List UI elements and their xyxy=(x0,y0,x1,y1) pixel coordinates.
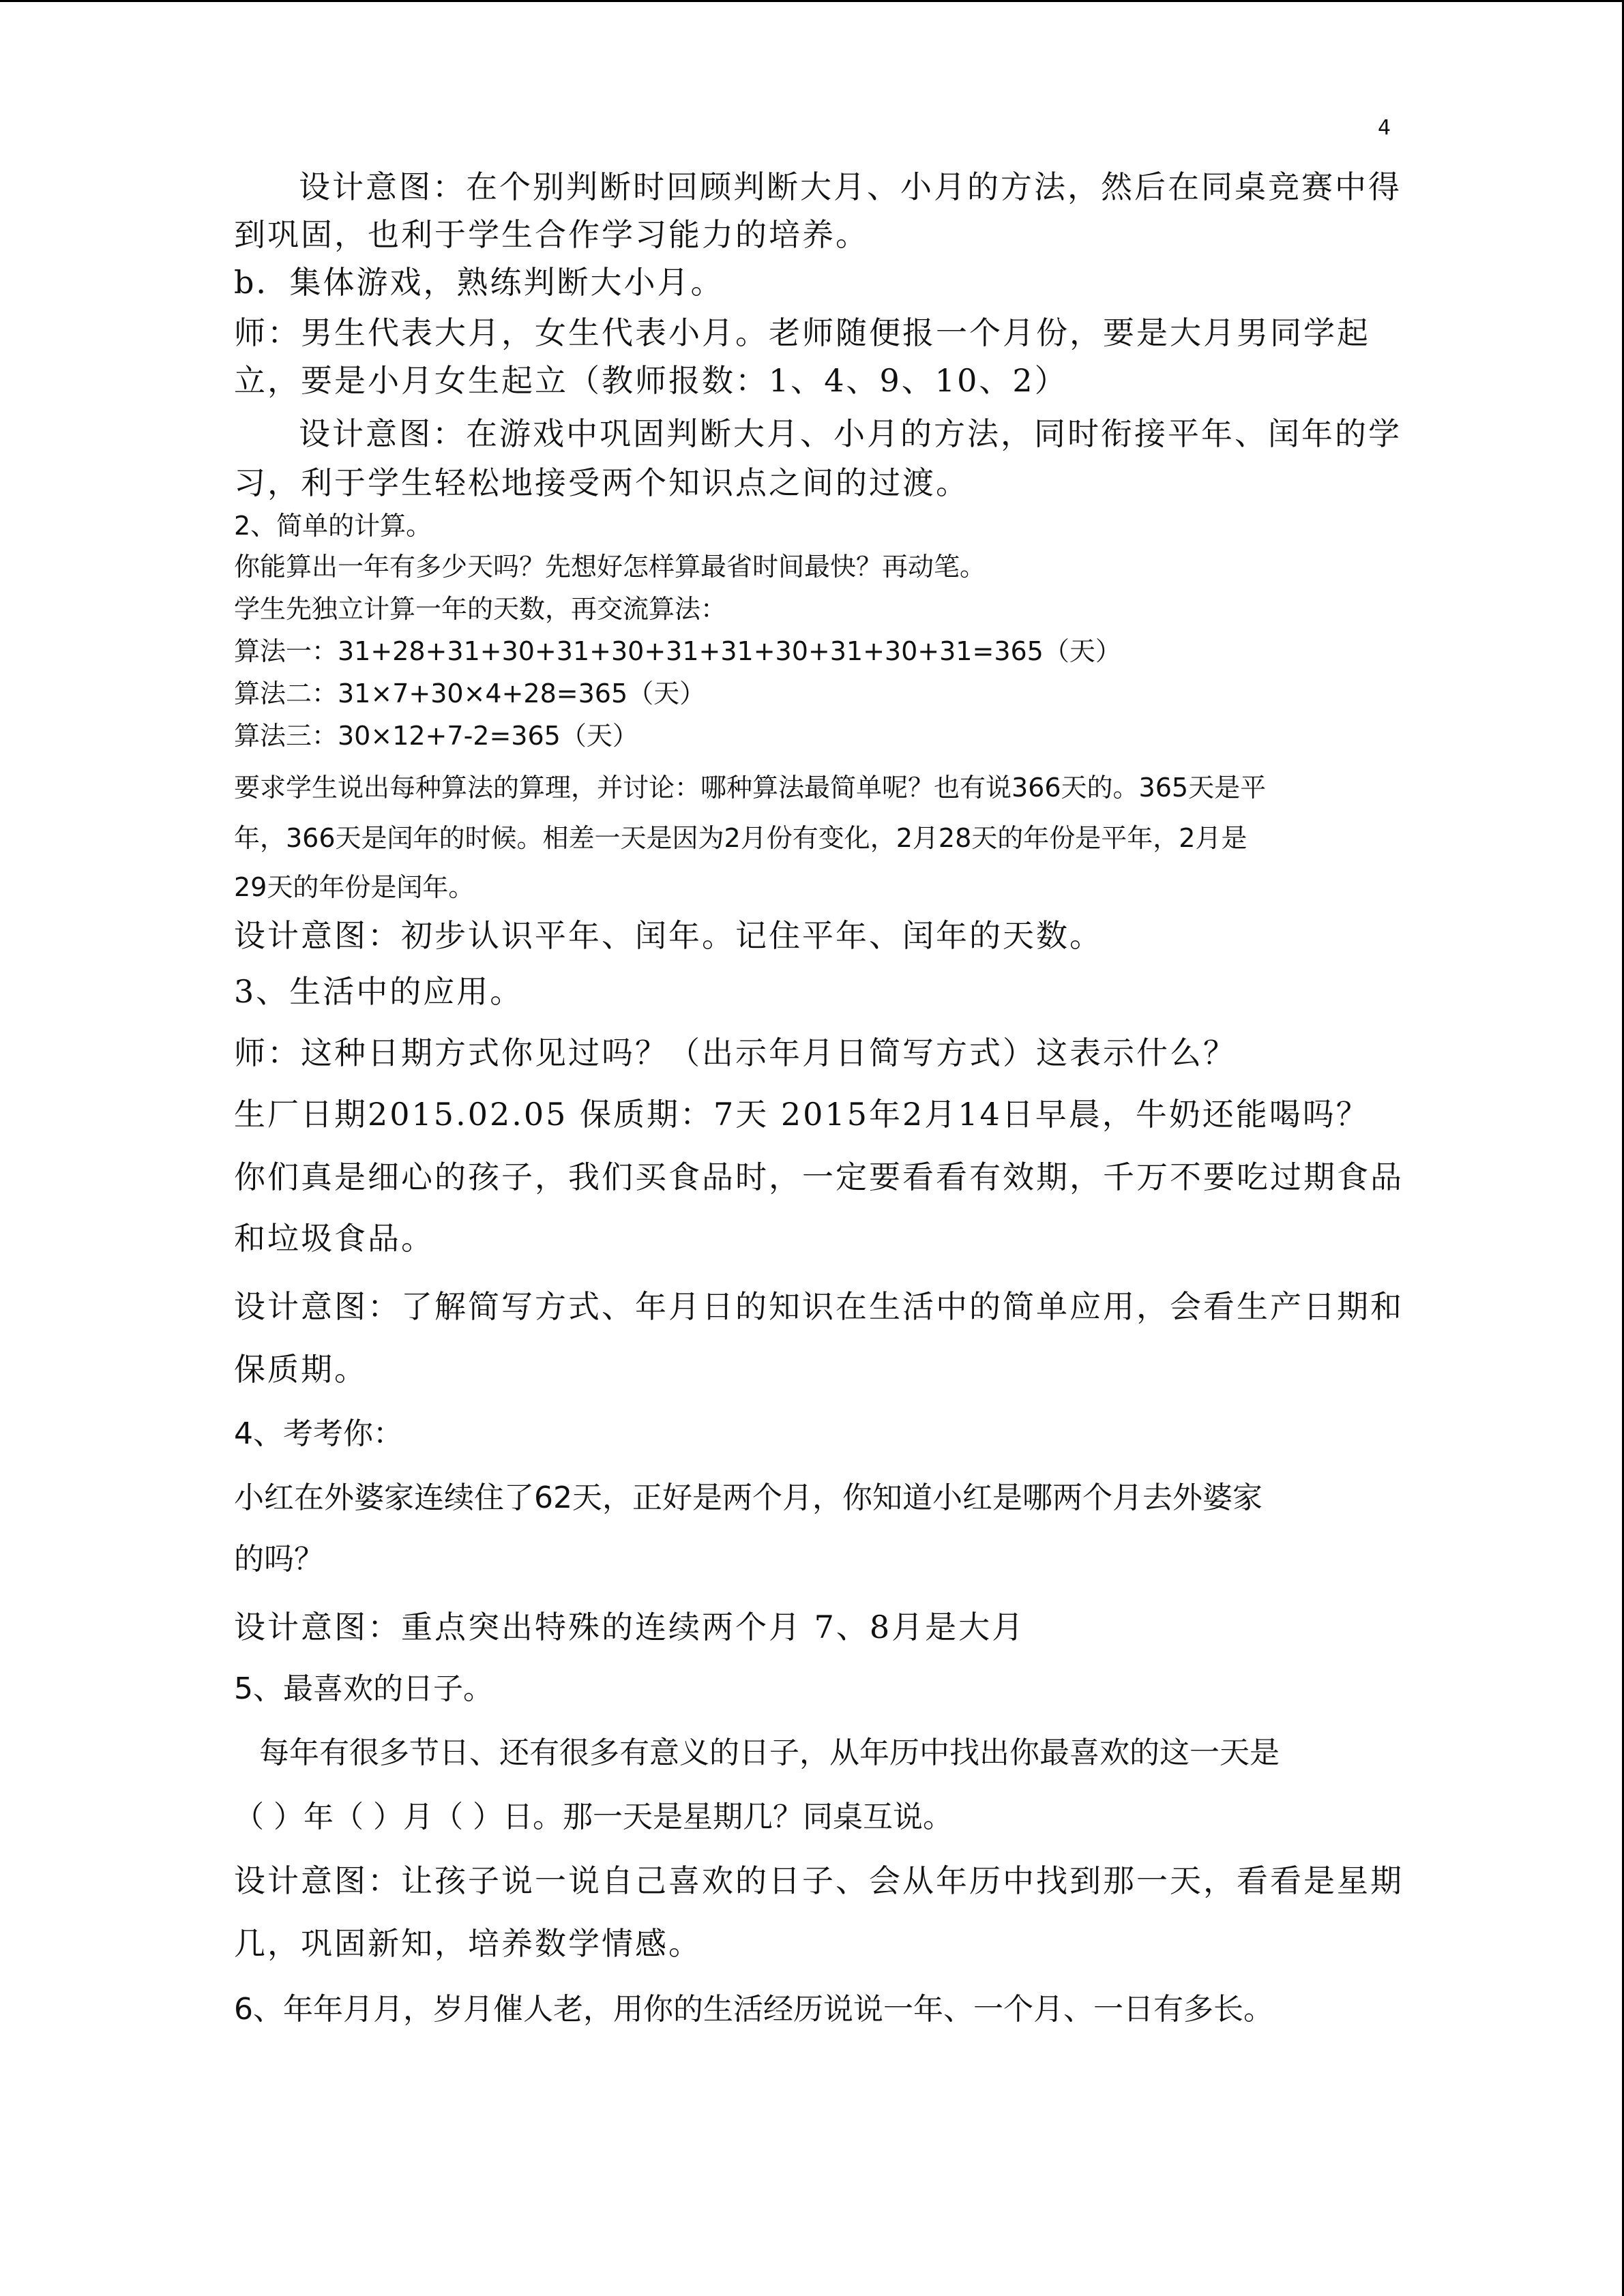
text-line: 设计意图：重点突出特殊的连续两个月 7、8月是大月 xyxy=(234,1609,1026,1645)
text-line: 你能算出一年有多少天吗？先想好怎样算最省时间最快？再动笔。 xyxy=(234,552,986,582)
page-number: 4 xyxy=(1378,116,1391,140)
text-line: 29天的年份是闰年。 xyxy=(234,872,475,902)
text-line: 习，利于学生轻松地接受两个知识点之间的过渡。 xyxy=(234,464,969,501)
text-line: 师：男生代表大月，女生代表小月。老师随便报一个月份，要是大月男同学起 xyxy=(234,314,1370,351)
text-line: 学生先独立计算一年的天数，再交流算法： xyxy=(234,594,727,624)
page-border-top xyxy=(0,0,1624,2)
formula-line: 算法一：31+28+31+30+31+30+31+31+30+31+30+31=365（天） xyxy=(234,636,1121,666)
section-heading: 2、简单的计算。 xyxy=(234,511,432,541)
text-line: 设计意图：在游戏中巩固判断大月、小月的方法，同时衔接平年、闰年的学 xyxy=(299,415,1402,452)
text-line: 的吗？ xyxy=(234,1542,324,1577)
section-heading: 5、最喜欢的日子。 xyxy=(234,1671,493,1706)
formula-line: 算法二：31×7+30×4+28=365（天） xyxy=(234,679,706,709)
text-line: 年，366天是闰年的时候。相差一天是因为2月份有变化，2月28天的年份是平年，2月是 xyxy=(234,823,1247,853)
text-line: 小红在外婆家连续住了62天，正好是两个月，你知道小红是哪两个月去外婆家 xyxy=(234,1480,1263,1515)
text-line: 生厂日期2015.02.05 保质期：7天 2015年2月14日早晨，牛奶还能喝吗？ xyxy=(234,1096,1370,1133)
text-line: 你们真是细心的孩子，我们买食品时，一定要看看有效期，千万不要吃过期食品 xyxy=(234,1159,1404,1195)
text-line: 保质期。 xyxy=(234,1351,368,1388)
formula-line: 算法三：30×12+7-2=365（天） xyxy=(234,721,638,751)
text-line: 到巩固，也利于学生合作学习能力的培养。 xyxy=(234,216,869,253)
section-heading: 3、生活中的应用。 xyxy=(234,973,524,1010)
text-line: 和垃圾食品。 xyxy=(234,1220,434,1257)
text-line: 设计意图：初步认识平年、闰年。记住平年、闰年的天数。 xyxy=(234,917,1103,954)
text-line: 立，要是小月女生起立（教师报数：1、4、9、10、2） xyxy=(234,362,1068,399)
section-heading: 6、年年月月，岁月催人老，用你的生活经历说说一年、一个月、一日有多长。 xyxy=(234,1992,1273,2027)
text-line: 要求学生说出每种算法的算理，并讨论：哪种算法最简单呢？也有说366天的。365天是平 xyxy=(234,773,1267,803)
text-line: （ ）年（ ）月（ ）日。那一天是星期几？同桌互说。 xyxy=(234,1800,953,1834)
text-line: b．集体游戏，熟练判断大小月。 xyxy=(234,264,724,301)
text-line: 设计意图：让孩子说一说自己喜欢的日子、会从年历中找到那一天，看看是星期 xyxy=(234,1862,1404,1899)
text-line: 设计意图：在个别判断时回顾判断大月、小月的方法，然后在同桌竞赛中得 xyxy=(299,168,1402,205)
section-heading: 4、考考你： xyxy=(234,1416,403,1451)
text-line: 几，巩固新知，培养数学情感。 xyxy=(234,1925,702,1962)
text-line: 设计意图：了解简写方式、年月日的知识在生活中的简单应用，会看生产日期和 xyxy=(234,1288,1404,1325)
text-line: 师：这种日期方式你见过吗？（出示年月日简写方式）这表示什么？ xyxy=(234,1034,1237,1071)
text-line: 每年有很多节日、还有很多有意义的日子，从年历中找出你最喜欢的这一天是 xyxy=(259,1735,1280,1770)
